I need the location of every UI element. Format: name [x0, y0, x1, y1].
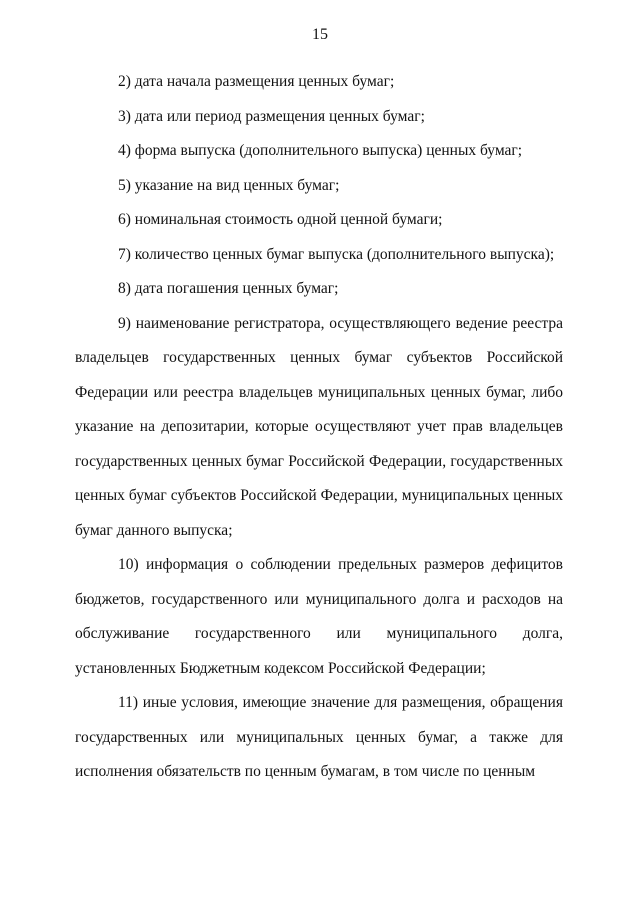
list-item-4: 4) форма выпуска (дополнительного выпуска) ценных бумаг; — [118, 142, 523, 159]
list-item-10: 10) информация о соблюдении предельных размеров дефицитов бюджетов, государственного или муниципального долга и расходов на обслуживание государственного или муниципального долга, установленных Бюджетным кодексом Российской Федерации; — [75, 556, 563, 677]
document-body — [75, 65, 563, 790]
list-item-6: 6) номинальная стоимость одной ценной бумаги; — [118, 211, 443, 228]
list-item-5: 5) указание на вид ценных бумаг; — [118, 176, 340, 194]
list-item-2: 2) дата начала размещения ценных бумаг; — [118, 73, 395, 90]
list-item-11: 11) иные условия, имеющие значение для размещения, обращения государственных или муниципальных ценных бумаг, а также для исполнения обязательств по ценным бумагам, в том числе по ценным — [75, 694, 563, 780]
page-number: 15 — [312, 26, 328, 43]
list-item-9: 9) наименование регистратора, осуществляющего ведение реестра владельцев государственных ценных бумаг субъектов Российской Федерации или реестра владельцев муниципальных ценных бумаг, либо указание на депозитарии, которые осуществляют учет прав владельцев государственных ценных бумаг Российской Федерации, государственных ценных бумаг субъектов Российской Федерации, муниципальных ценных бумаг данного выпуска; — [75, 314, 563, 539]
list-item-8: 8) дата погашения ценных бумаг; — [118, 280, 339, 297]
list-item-3: 3) дата или период размещения ценных бумаг; — [118, 107, 425, 125]
list-item-7: 7) количество ценных бумаг выпуска (дополнительного выпуска); — [118, 245, 555, 263]
